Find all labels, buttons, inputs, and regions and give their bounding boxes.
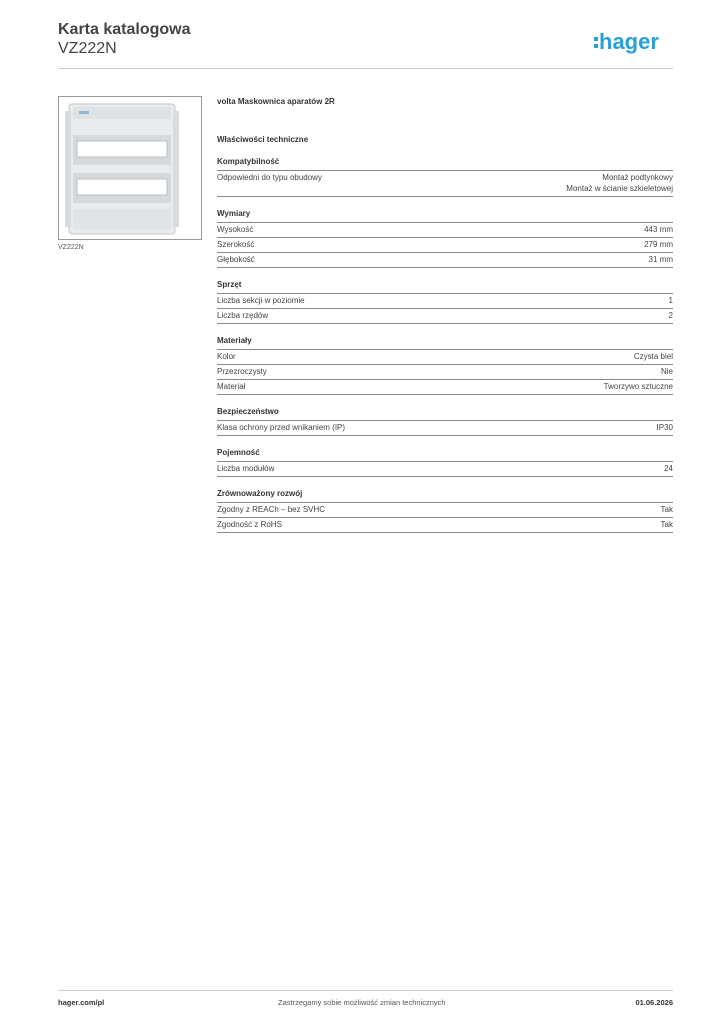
spec-label: Głębokość [217,255,255,264]
spec-label: Wysokość [217,225,254,234]
footer-date: 01.06.2026 [635,998,673,1007]
spec-value-line: 443 mm [644,225,673,234]
section-title: Kompatybilność [217,157,673,171]
spec-value [634,351,673,362]
spec-label: Zgodny z REACh – bez SVHC [217,505,326,514]
section-title: Wymiary [217,209,673,223]
brand-wordmark: hager [599,29,659,54]
properties-heading: Właściwości techniczne [217,135,309,144]
spec-value-line: Czysta biel [633,352,673,361]
spec-value [644,224,673,235]
footer-divider [58,990,673,991]
spec-value-line: IP30 [656,423,673,432]
section-title: Pojemność [217,448,673,462]
spec-section [217,407,673,436]
spec-row [217,380,673,395]
spec-row [217,171,673,197]
spec-row [217,365,673,380]
product-image [58,96,202,240]
spec-label: Odpowiedni do typu obudowy [217,173,322,182]
spec-value-line: Nie [660,367,673,376]
spec-row [217,518,673,533]
spec-label: Kolor [217,352,236,361]
product-caption: VZ222N [58,244,84,251]
spec-label: Szerokość [217,240,255,249]
spec-value-line: 24 [664,464,673,473]
spec-row [217,238,673,253]
spec-label: Przezroczysty [217,367,267,376]
spec-value [661,504,673,515]
spec-value [669,310,673,321]
section-title: Zrównoważony rozwój [217,489,673,503]
spec-section [217,157,673,197]
document-title: volta Maskownica aparatów 2R [217,97,335,106]
spec-row [217,223,673,238]
product-code: VZ222N [58,40,117,57]
spec-section [217,209,673,268]
hager-logo [593,28,673,58]
spec-label: Zgodność z RoHS [217,520,282,529]
spec-section [217,489,673,533]
spec-label: Liczba sekcji w poziomie [217,296,305,305]
spec-row [217,309,673,324]
footer-disclaimer: Zastrzegamy sobie możliwość zmian technicznych [278,998,446,1007]
spec-row [217,462,673,477]
footer-website[interactable]: hager.com/pl [58,998,105,1007]
spec-value-line: 1 [668,296,673,305]
spec-value [604,381,673,392]
spec-value-line: 31 mm [648,255,673,264]
spec-value-line: Montaż w ścianie szkieletowej [566,184,673,193]
spec-label: Liczba modułów [217,464,275,473]
spec-value-line: Tak [660,520,673,529]
spec-value [661,366,673,377]
page-title: Karta katalogowa [58,21,191,38]
spec-row [217,503,673,518]
spec-value [566,172,673,194]
spec-value-line: Tak [660,505,673,514]
spec-value [669,295,673,306]
spec-value-line: 2 [668,311,673,320]
section-title: Sprzęt [217,280,673,294]
spec-sections [217,157,673,533]
spec-section [217,336,673,395]
header-divider [58,68,673,69]
spec-value [657,422,673,433]
spec-row [217,294,673,309]
section-title: Bezpieczeństwo [217,407,673,421]
spec-value-line: 279 mm [644,240,673,249]
spec-value [664,463,673,474]
spec-row [217,253,673,268]
spec-value [649,254,673,265]
spec-row [217,350,673,365]
spec-section [217,448,673,477]
spec-section [217,280,673,324]
spec-row [217,421,673,436]
spec-value [644,239,673,250]
spec-label: Liczba rzędów [217,311,269,320]
spec-value-line: Montaż podtynkowy [602,173,673,182]
page-header [58,20,190,58]
spec-label: Materiał [217,382,246,391]
spec-label: Klasa ochrony przed wnikaniem (IP) [217,423,346,432]
spec-content [217,97,673,533]
spec-value-line: Tworzywo sztuczne [603,382,673,391]
cover-plate-image [59,97,201,239]
spec-value [661,519,673,530]
section-title: Materiały [217,336,673,350]
